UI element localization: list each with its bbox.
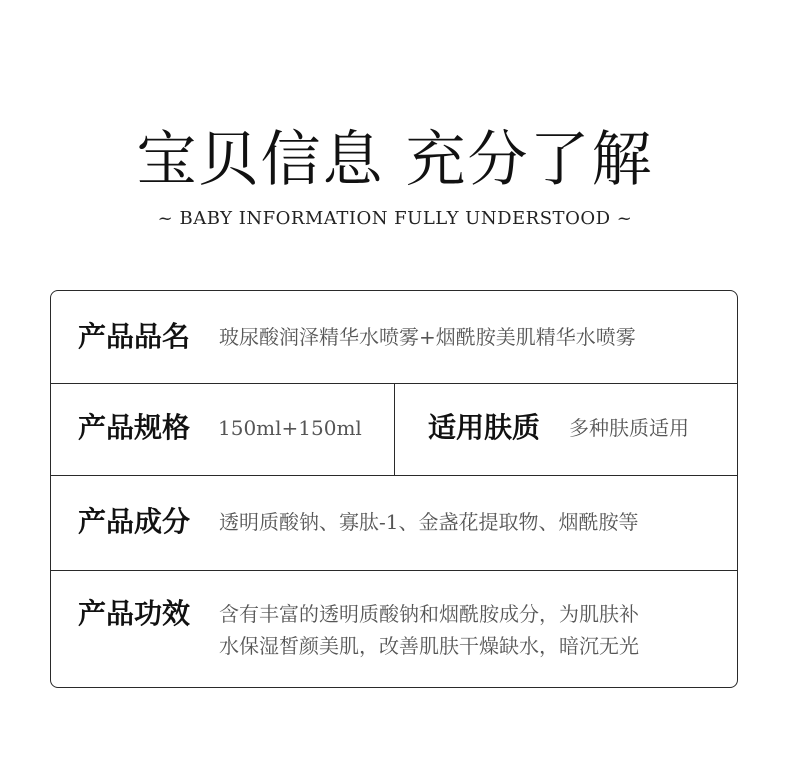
ingredients-value: 透明质酸钠、寡肽-1、金盏花提取物、烟酰胺等	[219, 510, 639, 534]
product-info-table	[50, 290, 738, 688]
ingredients-label: 产品成分	[78, 505, 191, 538]
efficacy-line: 水保湿皙颜美肌，改善肌肤干燥缺水，暗沉无光	[219, 634, 639, 658]
page-subtitle: ~ BABY INFORMATION FULLY UNDERSTOOD ~	[157, 208, 633, 229]
column-divider	[394, 383, 395, 475]
row-divider	[51, 475, 737, 476]
row-divider	[51, 570, 737, 571]
product-name-value: 玻尿酸润泽精华水喷雾+烟酰胺美肌精华水喷雾	[219, 325, 636, 349]
product-spec-value: 150ml+150ml	[218, 416, 362, 440]
efficacy-label: 产品功效	[78, 597, 191, 630]
efficacy-line: 含有丰富的透明质酸钠和烟酰胺成分，为肌肤补	[219, 602, 639, 626]
skin-type-label: 适用肤质	[428, 411, 541, 444]
skin-type-value: 多种肤质适用	[569, 416, 689, 440]
product-name-label: 产品品名	[78, 320, 191, 353]
product-spec-label: 产品规格	[78, 411, 191, 444]
page-title: 宝贝信息 充分了解	[136, 125, 654, 195]
efficacy-value	[219, 598, 639, 662]
